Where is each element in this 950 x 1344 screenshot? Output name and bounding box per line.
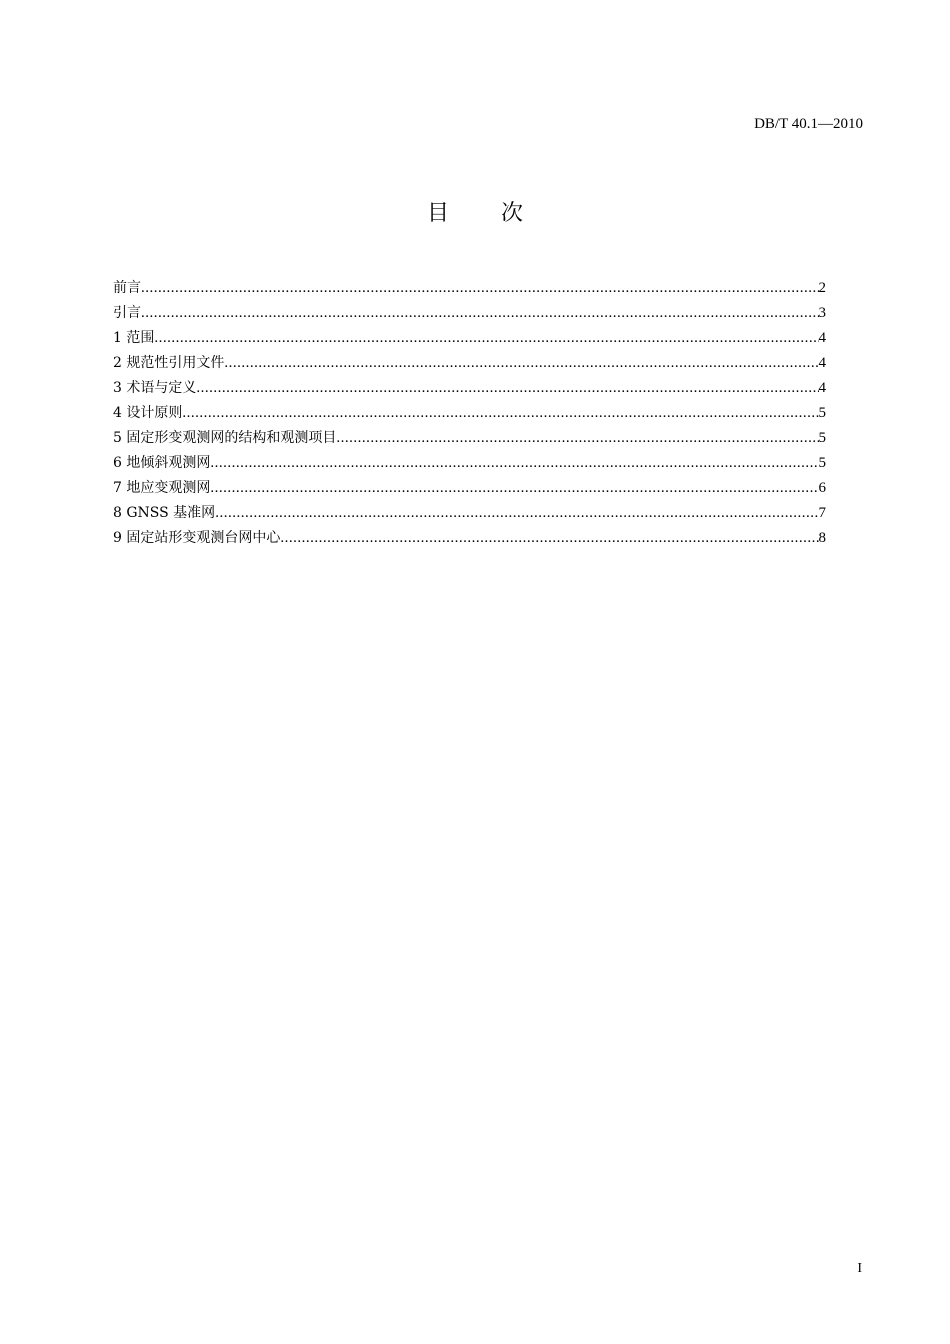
toc-entry-introduction[interactable] (113, 302, 826, 327)
toc-entry-page: 6 (818, 480, 826, 496)
toc-entry-page: 5 (818, 405, 826, 421)
toc-entry-label: 5 固定形变观测网的结构和观测项目 (113, 430, 337, 446)
document-code: DB/T 40.1—2010 (754, 116, 863, 132)
toc-entry-page: 7 (818, 505, 826, 521)
toc-entry-label: 8 GNSS 基准网 (113, 505, 216, 521)
toc-dot-leader (224, 352, 818, 374)
page-title-part-2: 次 (501, 201, 524, 226)
toc-dot-leader (336, 427, 818, 449)
table-of-contents (113, 277, 826, 552)
toc-entry-label: 1 范围 (113, 330, 155, 346)
toc-entry-label: 3 术语与定义 (113, 380, 197, 396)
toc-entry-label: 引言 (113, 305, 141, 321)
toc-entry-label: 2 规范性引用文件 (113, 355, 225, 371)
page-title-part-1: 目 (426, 201, 449, 226)
toc-entry-gnss-network[interactable] (113, 502, 826, 527)
toc-entry-terms-definitions[interactable] (113, 377, 826, 402)
toc-dot-leader (141, 302, 819, 324)
toc-dot-leader (182, 402, 818, 424)
toc-entry-page: 4 (818, 330, 826, 346)
toc-entry-page: 8 (818, 530, 826, 546)
toc-entry-normative-references[interactable] (113, 352, 826, 377)
toc-entry-tilt-network[interactable] (113, 452, 826, 477)
toc-entry-page: 5 (818, 455, 826, 471)
toc-entry-scope[interactable] (113, 327, 826, 352)
toc-entry-label: 4 设计原则 (113, 405, 183, 421)
toc-entry-page: 4 (818, 355, 826, 371)
toc-entry-label: 9 固定站形变观测台网中心 (113, 530, 281, 546)
toc-dot-leader (196, 377, 818, 399)
toc-entry-page: 2 (818, 280, 826, 296)
toc-dot-leader (141, 277, 819, 299)
toc-entry-label: 前言 (113, 280, 141, 296)
toc-entry-design-principles[interactable] (113, 402, 826, 427)
toc-dot-leader (210, 477, 818, 499)
toc-entry-strain-network[interactable] (113, 477, 826, 502)
toc-entry-label: 7 地应变观测网 (113, 480, 211, 496)
toc-entry-page: 3 (818, 305, 826, 321)
toc-entry-page: 4 (818, 380, 826, 396)
toc-entry-page: 5 (818, 430, 826, 446)
page-title (0, 198, 950, 230)
toc-entry-network-structure[interactable] (113, 427, 826, 452)
toc-entry-network-center[interactable] (113, 527, 826, 552)
toc-entry-preface[interactable] (113, 277, 826, 302)
toc-entry-label: 6 地倾斜观测网 (113, 455, 211, 471)
toc-dot-leader (280, 527, 818, 549)
page-number: I (857, 1261, 862, 1276)
toc-dot-leader (215, 502, 818, 524)
toc-dot-leader (154, 327, 818, 349)
toc-dot-leader (210, 452, 818, 474)
